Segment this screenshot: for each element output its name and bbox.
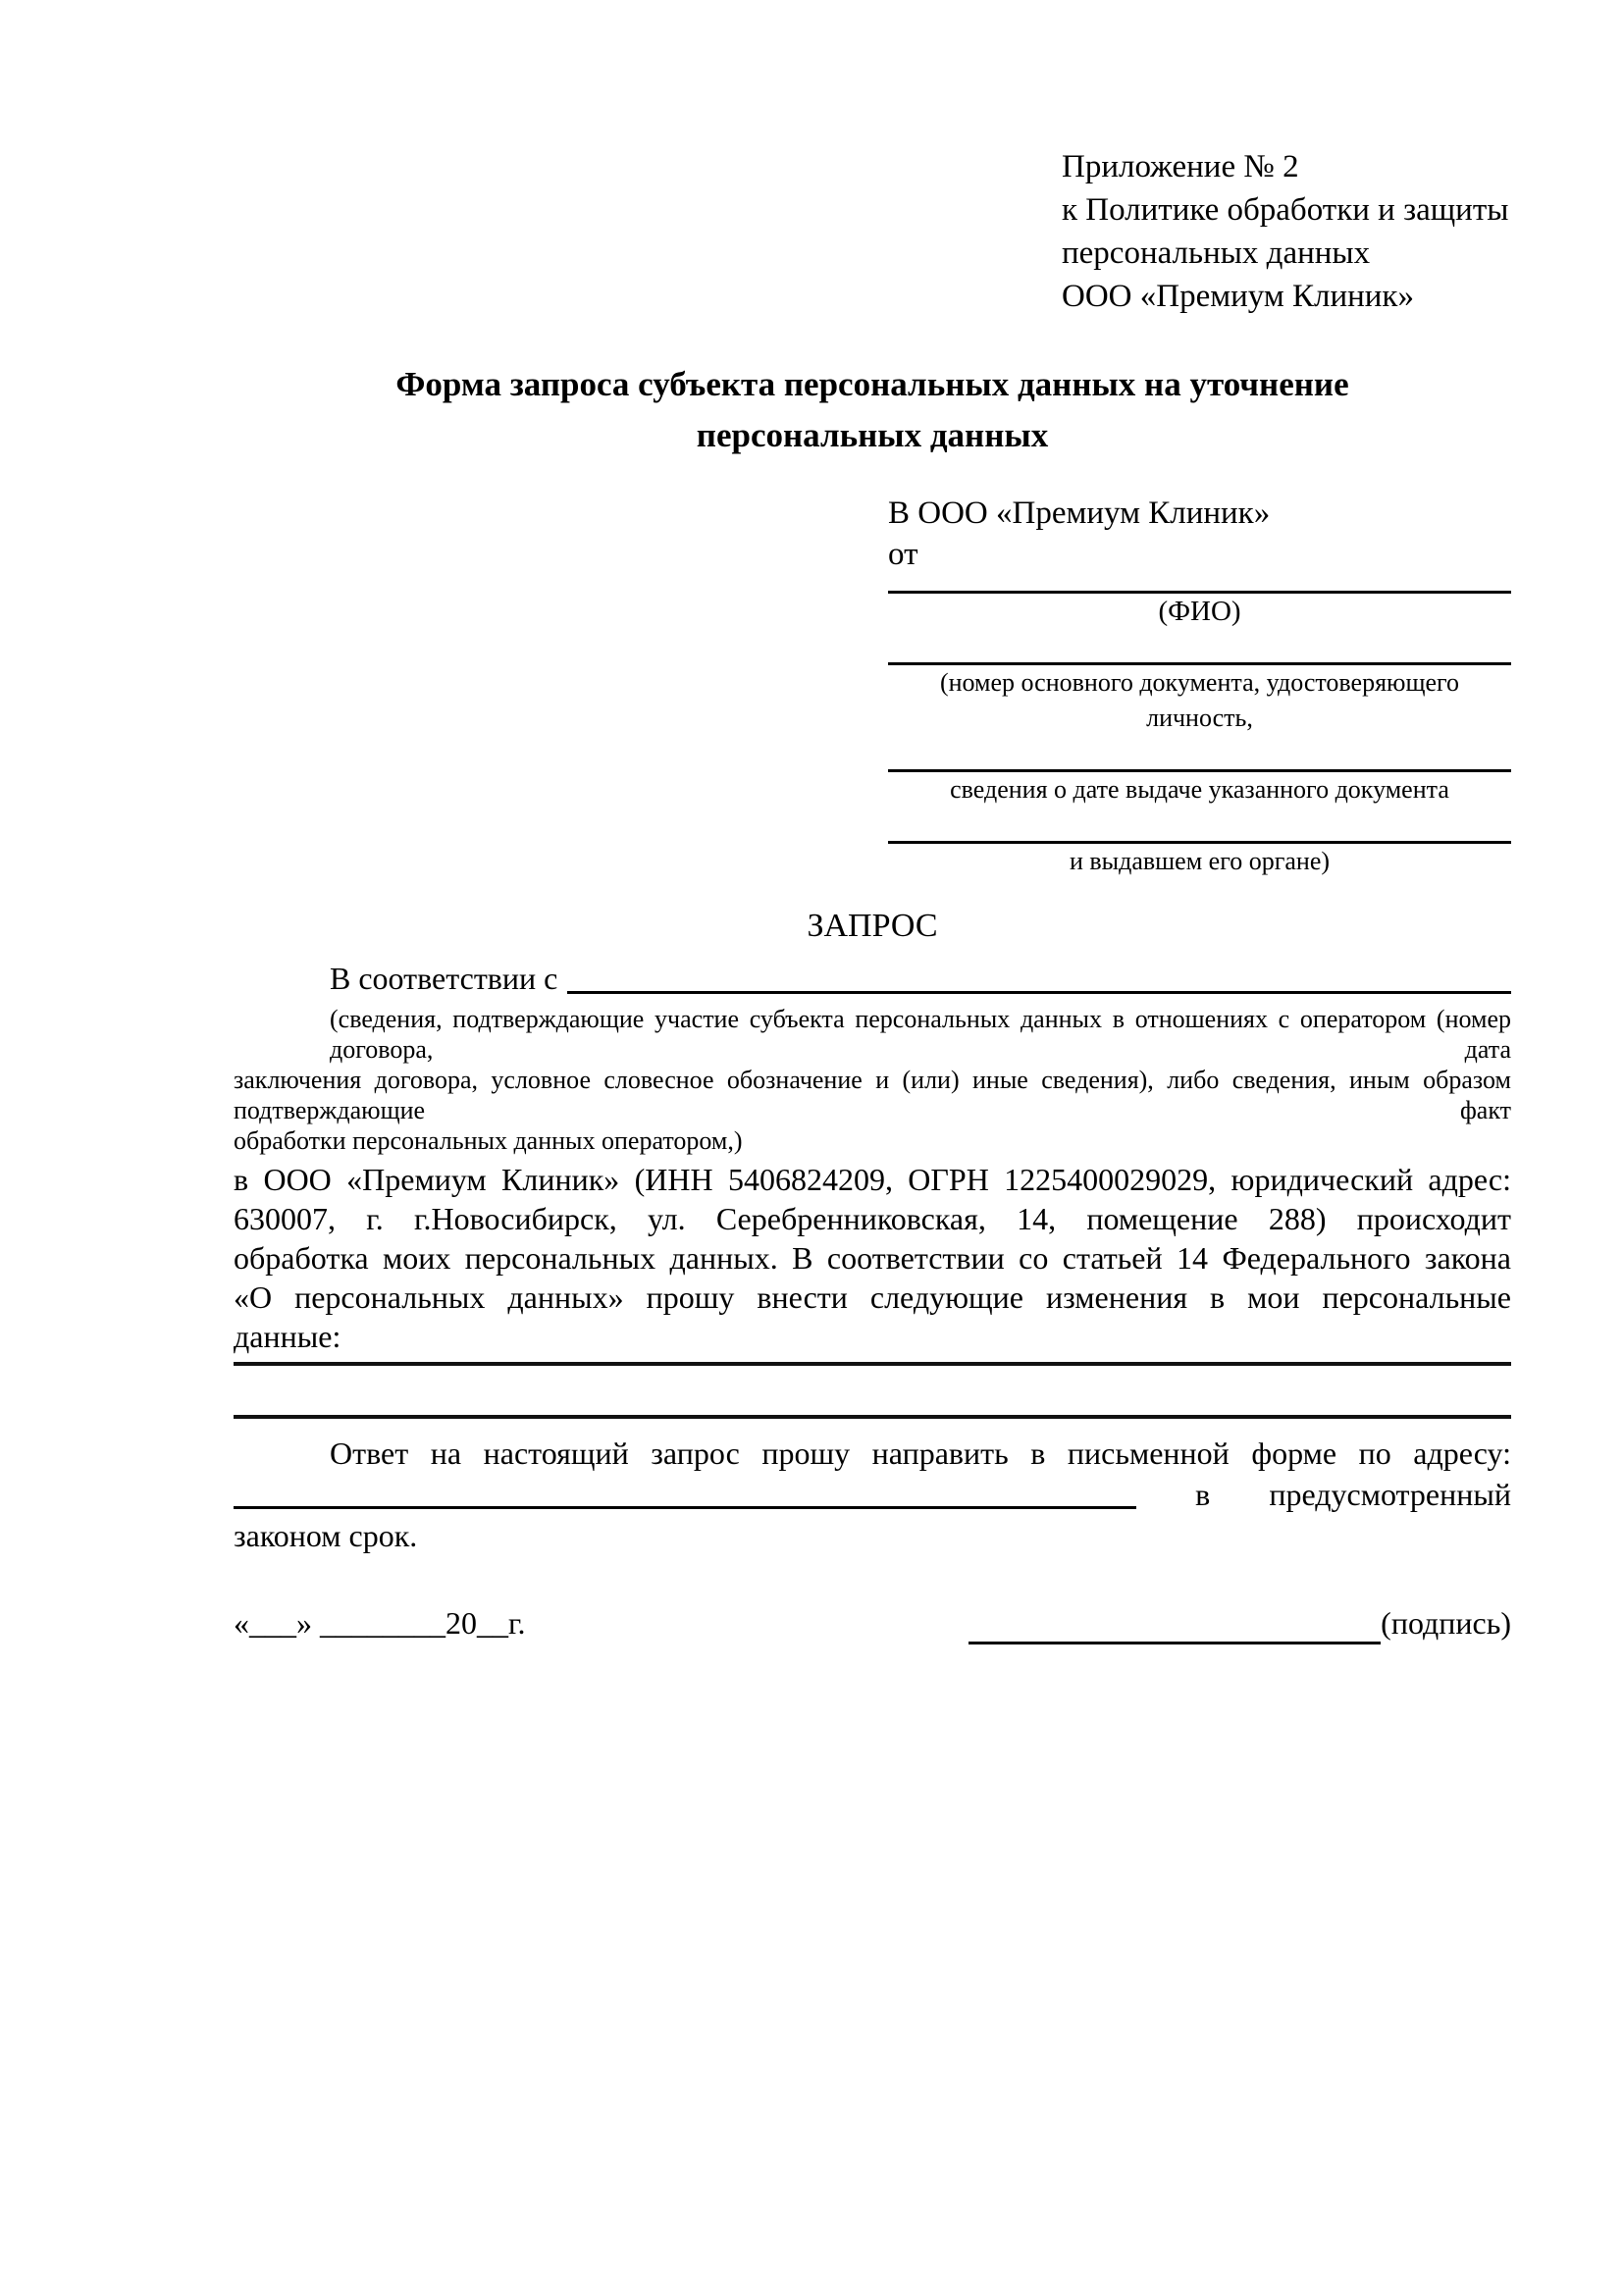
footnote-line: (сведения, подтверждающие участие субъекта персональных данных в отношениях с оператором (номер договора, дата bbox=[330, 1005, 1511, 1064]
changes-blank-line-1 bbox=[234, 1356, 1511, 1366]
issuer-field bbox=[888, 808, 1511, 879]
document-title-line: персональных данных bbox=[696, 416, 1049, 454]
fio-blank-line bbox=[888, 575, 1511, 594]
reply-paragraph bbox=[234, 1433, 1511, 1556]
signature-blank-line bbox=[969, 1604, 1381, 1644]
addressee-organization: В ООО «Премиум Клиник» bbox=[888, 496, 1271, 531]
addressee-block bbox=[888, 493, 1511, 879]
reply-line: законом срок. bbox=[234, 1518, 418, 1553]
annex-note-line: ООО «Премиум Клиник» bbox=[1062, 279, 1414, 314]
issuer-blank-line bbox=[888, 808, 1511, 844]
page-content bbox=[234, 0, 1511, 1644]
body-paragraph-line: обработка моих персональных данных. В соответствии со статьей 14 Федерального закона bbox=[234, 1240, 1511, 1276]
annex-note-line: Приложение № 2 bbox=[1062, 149, 1299, 184]
body-paragraph bbox=[234, 1160, 1511, 1356]
footnote bbox=[234, 1004, 1511, 1156]
accordance-line bbox=[234, 958, 1511, 999]
document-number-caption: (номер основного документа, удостоверяющего личность, bbox=[939, 668, 1460, 732]
body-paragraph-line: «О персональных данных» прошу внести следующие изменения в мои персональные bbox=[234, 1279, 1511, 1315]
annex-note bbox=[1062, 145, 1511, 318]
signature-group bbox=[969, 1601, 1511, 1644]
reply-address-row bbox=[234, 1474, 1511, 1515]
signature-caption: (подпись) bbox=[1381, 1605, 1511, 1641]
addressee-from-label: от bbox=[888, 537, 918, 572]
document-title bbox=[234, 359, 1511, 461]
issue-date-blank-line bbox=[888, 736, 1511, 772]
issue-date-field bbox=[888, 736, 1511, 808]
accordance-blank-line bbox=[567, 958, 1511, 994]
fio-caption: (ФИО) bbox=[1158, 596, 1241, 627]
changes-blank-line-2 bbox=[234, 1415, 1511, 1419]
address-blank-line bbox=[234, 1474, 1136, 1509]
footnote-line: обработки персональных данных оператором,) bbox=[234, 1126, 743, 1155]
reply-word: предусмотренный bbox=[1269, 1477, 1511, 1512]
fio-field bbox=[888, 575, 1511, 629]
reply-line: Ответ на настоящий запрос прошу направить в письменной форме по адресу: bbox=[330, 1435, 1511, 1471]
reply-word: в bbox=[1195, 1477, 1211, 1512]
issuer-caption: и выдавшем его органе) bbox=[1069, 847, 1331, 875]
accordance-prefix: В соответствии с bbox=[330, 961, 558, 996]
annex-note-line: персональных данных bbox=[1062, 235, 1371, 271]
date-blank: «___» ________20__г. bbox=[234, 1605, 526, 1641]
body-paragraph-line: данные: bbox=[234, 1319, 341, 1354]
document-title-line: Форма запроса субъекта персональных данных на уточнение bbox=[395, 365, 1349, 403]
request-heading: ЗАПРОС bbox=[807, 908, 938, 944]
body-paragraph-line: в ООО «Премиум Клиник» (ИНН 5406824209, ОГРН 1225400029029, юридический адрес: bbox=[234, 1162, 1511, 1197]
document-number-blank-line bbox=[888, 629, 1511, 665]
document-number-field bbox=[888, 629, 1511, 736]
footer-row bbox=[234, 1601, 1511, 1644]
annex-note-line: к Политике обработки и защиты bbox=[1062, 192, 1509, 228]
issue-date-caption: сведения о дате выдаче указанного документа bbox=[950, 775, 1449, 804]
footnote-line: заключения договора, условное словесное обозначение и (или) иные сведения), либо сведения, иным образом подтверждающие факт bbox=[234, 1066, 1511, 1124]
body-paragraph-line: 630007, г. г.Новосибирск, ул. Серебренниковская, 14, помещение 288) происходит bbox=[234, 1201, 1511, 1236]
